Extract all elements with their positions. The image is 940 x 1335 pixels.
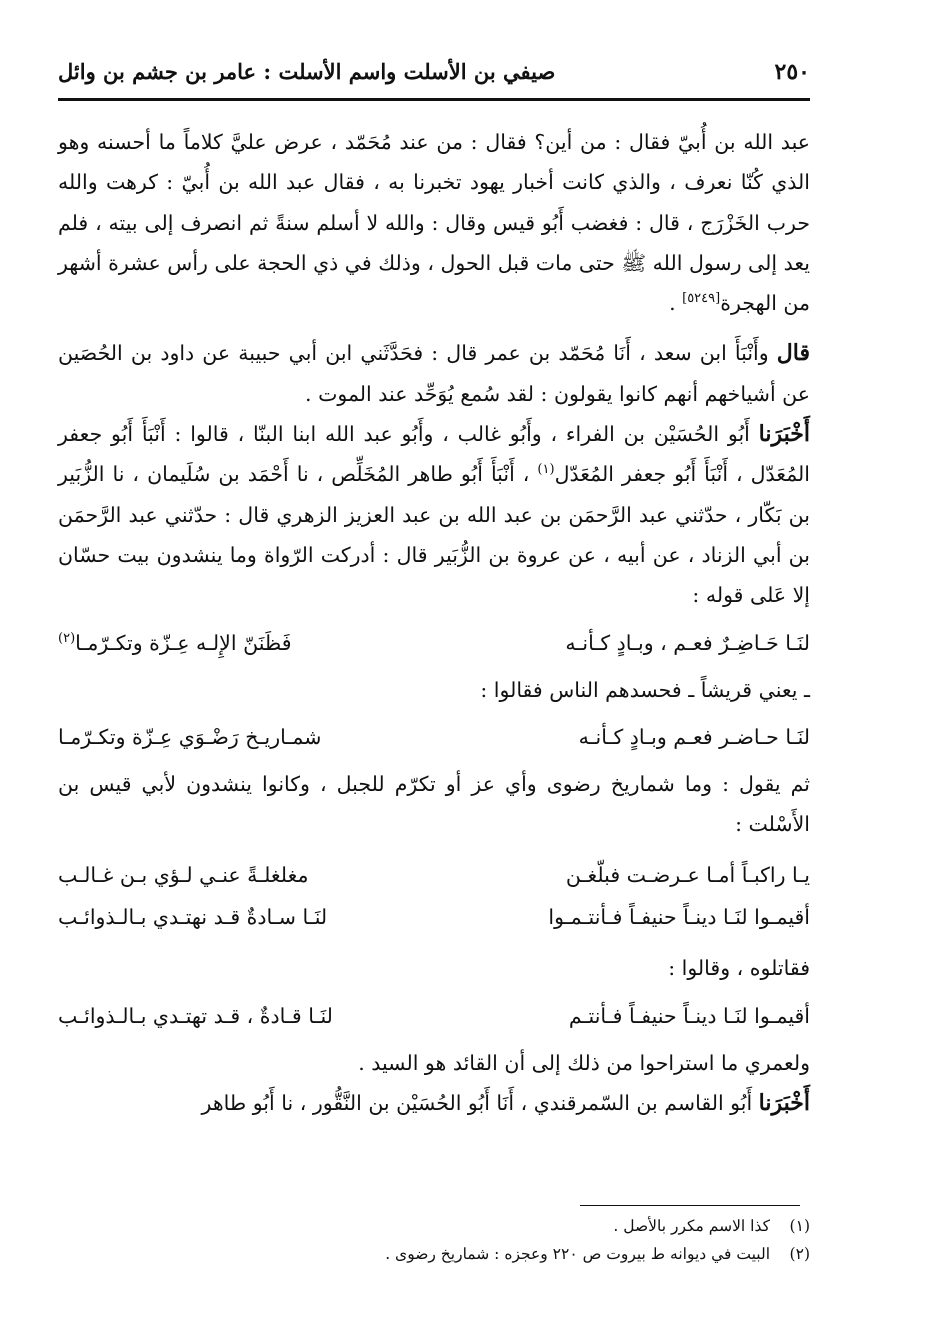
- paragraph-8-lead: أَخْبَرَنا: [758, 1090, 810, 1117]
- verse-4-second-hemistich: لنَـا سـادةٌ قـد نهتـدي بـالـذوائـب: [58, 905, 328, 930]
- footnote-1-number: (١): [789, 1217, 810, 1235]
- header-rule: [58, 98, 810, 101]
- paragraph-4: ـ يعني قريشاً ـ فحسدهم الناس فقالوا :: [480, 677, 810, 702]
- paragraph-5: ثم يقول : وما شماريخ رضوى وأي عز أو تكرّم للجبل ، وكانوا ينشدون لأبي قيس بن الأَسْلت :: [58, 771, 810, 837]
- verse-3-second-hemistich: مغلغلـةً عنـي لـؤي بـن غـالـب: [58, 863, 309, 888]
- paragraph-2: [58, 333, 810, 414]
- footnote-2-text: البيت في ديوانه ط بيروت ص ٢٢٠ وعجزه : شماريخ رضوى .: [385, 1245, 770, 1263]
- verse-1: [58, 622, 810, 664]
- main-text: [58, 122, 810, 1123]
- paragraph-3-text-a: أَبُو الحُسَيْن بن الفراء ، وأَبُو غالب ، وأَبُو عبد الله ابنا البنّا ، قالوا : أَنْبَأَ أَبُو جعفر المُعَدّل ، أَنْبَأَ أَبُو جعفر المُعَدّل: [58, 422, 810, 487]
- paragraph-2-lead: قال: [776, 340, 810, 367]
- running-title: صيفي بن الأسلت واسم الأسلت : عامر بن جشم بن وائل: [58, 59, 556, 84]
- reference-number: [٥٢٤٩]: [682, 291, 721, 307]
- verse-1-second-text: فَظَنَنّ الإِلـه عِـزّة وتكـرّمـا: [75, 630, 292, 655]
- verse-4: [58, 896, 810, 938]
- paragraph-1: [58, 122, 810, 323]
- paragraph-2-text: وأَنْبَأَ ابن سعد ، أَنَا مُحَمّد بن عمر قال : فحَدَّثَني ابن أبي حبيبة عن داود بن الحُصَين عن أشياخهم أنهم كانوا يقولون : لقد سُمع يُوَحِّد عند الموت .: [58, 341, 810, 406]
- footnote-2: [58, 1240, 810, 1268]
- paragraph-6: فقاتلوه ، وقالوا :: [668, 956, 810, 981]
- verse-1-first-hemistich: لنَـا حَـاضِـرٌ فعـم ، وبـادٍ كـأنـه: [565, 630, 810, 655]
- verse-1-second-hemistich: [58, 622, 292, 664]
- verse-4-first-hemistich: أقيمـوا لنَـا دينـاً حنيفـاً فـأنتـمـوا: [548, 905, 810, 930]
- verse-5-first-hemistich: أقيمـوا لنَـا دينـاً حنيفـاً فـأنتـم: [568, 1003, 810, 1028]
- paragraph-7: ولعمري ما استراحوا من ذلك إلى أن القائد هو السيد .: [358, 1050, 810, 1075]
- verse-5: [58, 995, 810, 1037]
- footnote-1: [58, 1212, 810, 1240]
- verse-2-first-hemistich: لنَـا حـاضـر فعـم وبـادٍ كـأنـه: [578, 724, 810, 749]
- verse-3-first-hemistich: يـا راكبـاً أمـا عـرضـت فبلّغـن: [565, 863, 810, 888]
- footnotes: [58, 1212, 810, 1268]
- paragraph-1-end: .: [669, 291, 683, 316]
- paragraph-1-text: عبد الله بن أُبيّ فقال : من أين؟ فقال : من عند مُحَمّد ، عرض عليَّ كلاماً ما أحسنه وهو الذي كُنّا نعرف ، والذي كانت أخبار يهود تخبرنا به ، فقال عبد الله بن أُبيّ : كرهت والله حرب الخَزْرَج ، قال : فغضب أَبُو قيس وقال : والله لا أسلم سنةً ثم انصرف إلى بيته ، فلم يعد إلى رسول الله ﷺ حتى مات قبل الحول ، وذلك في ذي الحجة على رأس عشرة أشهر من الهجرة: [58, 130, 810, 316]
- paragraph-8-text: أَبُو القاسم بن السّمرقندي ، أَنَا أَبُو الحُسَيْن بن النَّقُّور ، نا أَبُو طاهر: [201, 1091, 759, 1116]
- footnote-marker-2[interactable]: (٢): [58, 630, 76, 646]
- paragraph-3: [58, 414, 810, 615]
- paragraph-3-lead: أَخْبَرَنا: [758, 421, 810, 448]
- page-header: [58, 55, 810, 93]
- paragraph-8: [58, 1083, 810, 1123]
- page-number: ٢٥٠: [774, 59, 810, 85]
- verse-5-second-hemistich: لنَـا قـادةٌ ، قـد تهتـدي بـالـذوائـب: [58, 1003, 333, 1028]
- paragraph-3-text-b: ، أَنْبَأَ أَبُو طاهر المُخَلِّص ، نا أَحْمَد بن سُلَيمان ، نا الزُّبَير بن بَكّار ، حدّثني عبد الرَّحمَن بن عبد الله بن عبد العزيز الزهري قال : حدّثني عبد الرَّحمَن بن أبي الزناد ، عن أبيه ، عن عروة بن الزُّبَير قال : أدركت الرّواة وما ينشدون بيت حسّان إلا عَلى قوله :: [58, 462, 810, 608]
- footnote-rule: [580, 1205, 800, 1206]
- footnote-2-number: (٢): [789, 1245, 810, 1263]
- footnote-1-text: كذا الاسم مكرر بالأصل .: [613, 1217, 770, 1235]
- verse-3: [58, 854, 810, 896]
- verse-2-second-hemistich: شمـاريـخ رَضْـوَي عِـزّة وتكـرّمـا: [58, 724, 322, 749]
- footnote-marker-1[interactable]: (١): [537, 462, 555, 478]
- verse-2: [58, 716, 810, 758]
